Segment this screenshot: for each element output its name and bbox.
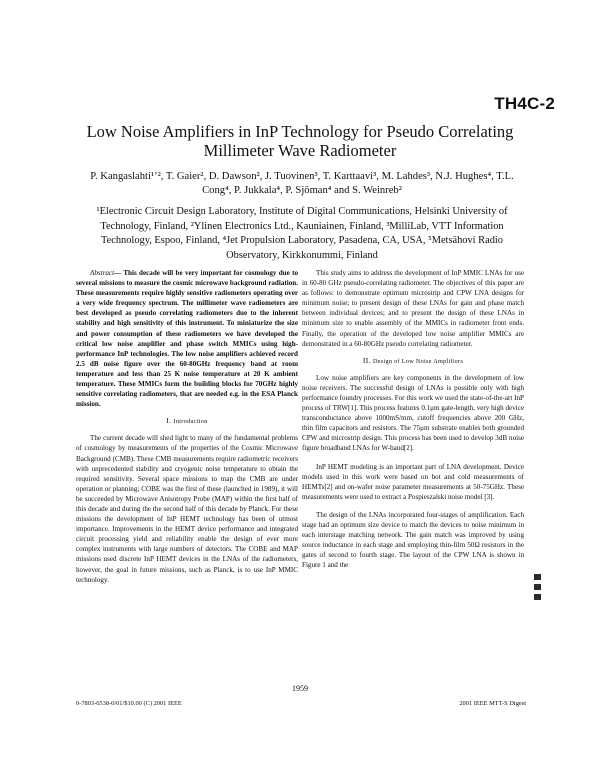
title-line: Low Noise Amplifiers in InP Technology for Pseudo Correlating [86, 122, 514, 141]
section-heading-introduction [76, 415, 298, 428]
intro-paragraph: The current decade will shed light to many of the fundamental problems of cosmology by measurements of the properties of the Cosmic Microwave Background (CMB). These CMB measurements require radiometric receivers with unprecedented stability and cryogenic noise temperature to obtain the required sensitivity. Several space missions to map the CMB are under operation or planning; COBE was the first of these (launched in 1989), it will be succeeded by Microwave Anisotropy Probe (MAP) within the first half of this decade and during the the second half of this decade by Planck. For these missions the development of InP HEMT technology has been of utmost importance. Improvements in the HEMT device performance and integrated circuit processing yield and reliability enable the design of ever more complex instruments with large numbers of detectors. The COBE and MAP missions used discrete InP HEMT devices in the LNAs of the radiometers, however, the goal in future missions, such as Planck, is to use InP MMIC technology. [76, 434, 298, 584]
margin-mark [534, 574, 541, 580]
section-numeral: I. [166, 416, 172, 426]
section-numeral: II. [362, 355, 371, 365]
session-code: TH4C-2 [494, 94, 555, 113]
design-paragraph: InP HEMT modeling is an important part of LNA development. Device models used in this work were based on hot and cold measurements of HEMTs[2] and on-wafer noise parameter measurements at 50-75GHz. These measurements were used to extract a Pospieszalski noise model [3]. [302, 462, 524, 501]
author-line: Cong⁴, P. Jukkala⁴, P. Sjöman⁴ and S. Weinreb² [202, 185, 402, 196]
abstract-label: Abstract [90, 269, 115, 277]
affiliation-line: Technology, Finland, ²Ylinen Electronics Ltd., Kauniainen, Finland, ³MilliLab, VTT Information [100, 220, 504, 232]
right-column [302, 268, 524, 570]
affiliation-line: Observatory, Kirkkonummi, Finland [226, 249, 378, 261]
abstract [76, 268, 298, 409]
section-heading-design [302, 355, 524, 368]
author-list [82, 170, 522, 198]
page-number: 1959 [292, 684, 308, 693]
title-line: Millimeter Wave Radiometer [203, 141, 397, 160]
objectives-paragraph: This study aims to address the development of InP MMIC LNAs for use in 60-80 GHz pseudo-correlating radiometer. The objectives of this paper are as follows: to demonstrate optimum microstrip and CPW LNA designs for minimum noise; to present design of these LNAs for gain and phase match between individual devices; and to present the design of these LNAs in minimum size to enable assembly of the MMICs in radiometer front ends. Finally, the operation of the developed low noise amplifier MMICs are demonstrated in a 60-80GHz pseudo correlating radiometer. [302, 269, 524, 348]
section-title: Introduction [173, 418, 208, 426]
margin-mark [534, 594, 541, 600]
affiliation-line: ¹Electronic Circuit Design Laboratory, Institute of Digital Communications, Helsinki University of [96, 206, 508, 217]
abstract-text: — This decade will be very important for cosmology due to several missions to measure the cosmic microwave background radiation. These measurements require highly sensitive radiometers operating over a very wide frequency spectrum. The millimeter wave radiometers are best developed as pseudo correlating radiometers due to the inherent stability and high sensitivity of this instrument. To miniaturize the size and power consumption of these radiometers we have developed the critical low noise amplifier and phase switch MMICs using high-performance InP technologies. The low noise amplifiers achieved record 2.5 dB noise figure over the 60-80GHz frequency band at room temperature and less than 25 K noise temperature at 20 K ambient temperature. These MMICs form the building blocks for 70GHz highly sensitive correlating radiometers, that are needed e.g. in the ESA Planck mission. [76, 269, 298, 409]
section-title: Design of Low Noise Amplifiers [372, 357, 464, 365]
author-line: P. Kangaslahti¹ʼ², T. Gaier², D. Dawson², J. Tuovinen³, T. Karttaavi³, M. Lahdes³, N.J. Hughes⁴, T.L. [90, 171, 514, 182]
design-paragraph: Low noise amplifiers are key components in the development of low noise receivers. The successful design of LNAs is possible only with high performance foundry processes. For this work we used the state-of-the-art InP process of TRW[1]. This process features 0.1μm gate-length, very high device transconductance above 1000mS/mm, cutoff frequencies above 200 GHz, thin film capacitors and resistors. The 75μm substrate enables both grounded CPW and microstrip design. This process has been used to develop 3dB noise figure broadband LNAs for W-band[2]. [302, 373, 525, 453]
digest-line: 2001 IEEE MTT-S Digest [459, 700, 526, 707]
paper-title [60, 122, 540, 160]
affiliation-line: Technology, Espoo, Finland, ⁴Jet Propulsion Laboratory, Pasadena, CA, USA, ⁵Metsähovi Radio [101, 235, 503, 246]
margin-mark [534, 584, 541, 590]
affiliations [82, 205, 522, 263]
design-paragraph: The design of the LNAs incorporated four-stages of amplification. Each stage had an optimum size device to match the devices to noise minimum in each interstage matching network. The gain match was improved by using source inductance in each stage and employing thin-film 50Ω resistors in the gates of second to fourth stage. The layout of the CPW LNA is shown in Figure 1 and the [302, 510, 524, 570]
copyright-line: 0-7803-6538-0/01/$10.00 (C) 2001 IEEE [76, 700, 182, 707]
left-column [76, 268, 298, 585]
